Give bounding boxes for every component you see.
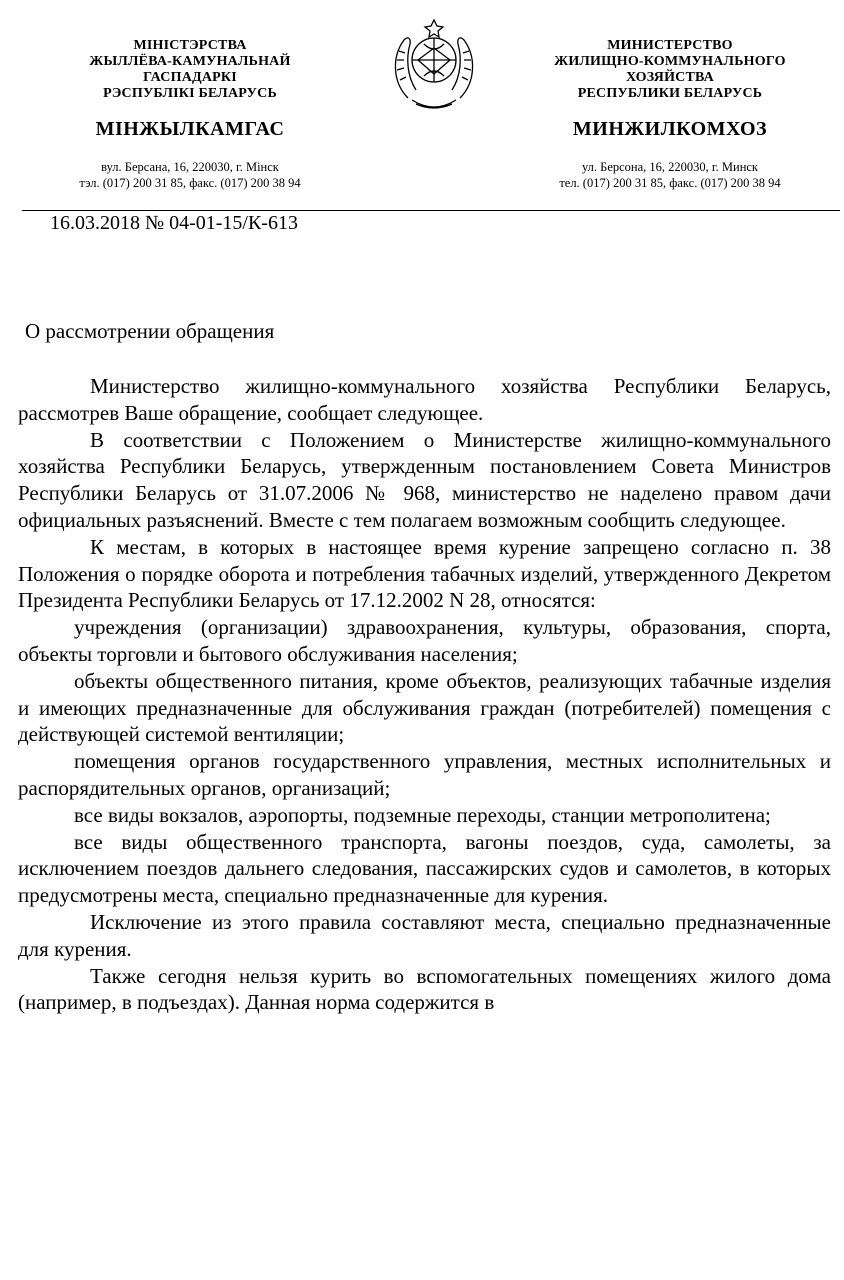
ministry-header-left: [20, 38, 360, 191]
list-item: объекты общественного питания, кроме объектов, реализующих табачные изделия и имеющих предназначенные для обслуживания граждан (потребителей) помещения с действующей системой вентиляции;: [18, 668, 831, 747]
letter-body: [18, 373, 831, 1016]
paragraph: Исключение из этого правила составляют места, специально предназначенные для курения.: [18, 909, 831, 961]
paragraph: К местам, в которых в настоящее время курение запрещено согласно п. 38 Положения о порядке оборота и потребления табачных изделий, утвержденного Декретом Президента Республики Беларусь от 17.12.2002 N 28, относятся:: [18, 534, 831, 613]
list-item: помещения органов государственного управления, местных исполнительных и распорядительных органов, организаций;: [18, 749, 831, 800]
list-item: все виды общественного транспорта, вагоны поездов, суда, самолеты, за исключением поездов дальнего следования, пассажирских судов и самолетов, в которых предусмотрены места, специально предназначенные для курения.: [18, 829, 831, 908]
paragraph: Также сегодня нельзя курить во вспомогательных помещениях жилого дома (например, в подъездах). Данная норма содержится в: [18, 963, 831, 1015]
letter-subject: О рассмотрении обращения: [25, 319, 275, 343]
paragraph: Министерство жилищно-коммунального хозяйства Республики Беларусь, рассмотрев Ваше обращение, сообщает следующее.: [18, 374, 831, 425]
ministry-header-right: [500, 38, 840, 191]
ministry-address-russian: ул. Берсона, 16, 220030, г. Минск тел. (017) 200 31 85, факс. (017) 200 38 94: [559, 160, 781, 190]
ministry-short-name-russian: МИНЖИЛКОМХОЗ: [572, 118, 768, 140]
coat-of-arms-icon: [386, 14, 482, 114]
list-item: все виды вокзалов, аэропорты, подземные переходы, станции метрополитена;: [74, 802, 771, 827]
ministry-address-belarusian: вул. Берсана, 16, 220030, г. Мінск тэл. (017) 200 31 85, факс. (017) 200 38 94: [79, 160, 301, 190]
paragraph: В соответствии с Положением о Министерстве жилищно-коммунального хозяйства Республики Беларусь, утвержденным постановлением Совета Министров Республики Беларусь от 31.07.2006 № 968, министерство не наделено правом дачи официальных разъяснений. Вместе с тем полагаем возможным сообщить следующее.: [18, 427, 831, 532]
registration-number: 16.03.2018 № 04-01-15/К-613: [50, 212, 298, 234]
ministry-name-belarusian: МІНІСТЭРСТВА ЖЫЛЛЁВА-КАМУНАЛЬНАЙ ГАСПАДАРКІ РЭСПУБЛІКІ БЕЛАРУСЬ: [89, 38, 291, 101]
list-item: учреждения (организации) здравоохранения, культуры, образования, спорта, объекты торговли и бытового обслуживания населения;: [18, 615, 831, 666]
ministry-name-russian: МИНИСТЕРСТВО ЖИЛИЩНО-КОММУНАЛЬНОГО ХОЗЯЙСТВА РЕСПУБЛИКИ БЕЛАРУСЬ: [554, 38, 786, 101]
ministry-short-name-belarusian: МІНЖЫЛКАМГАС: [95, 118, 285, 140]
